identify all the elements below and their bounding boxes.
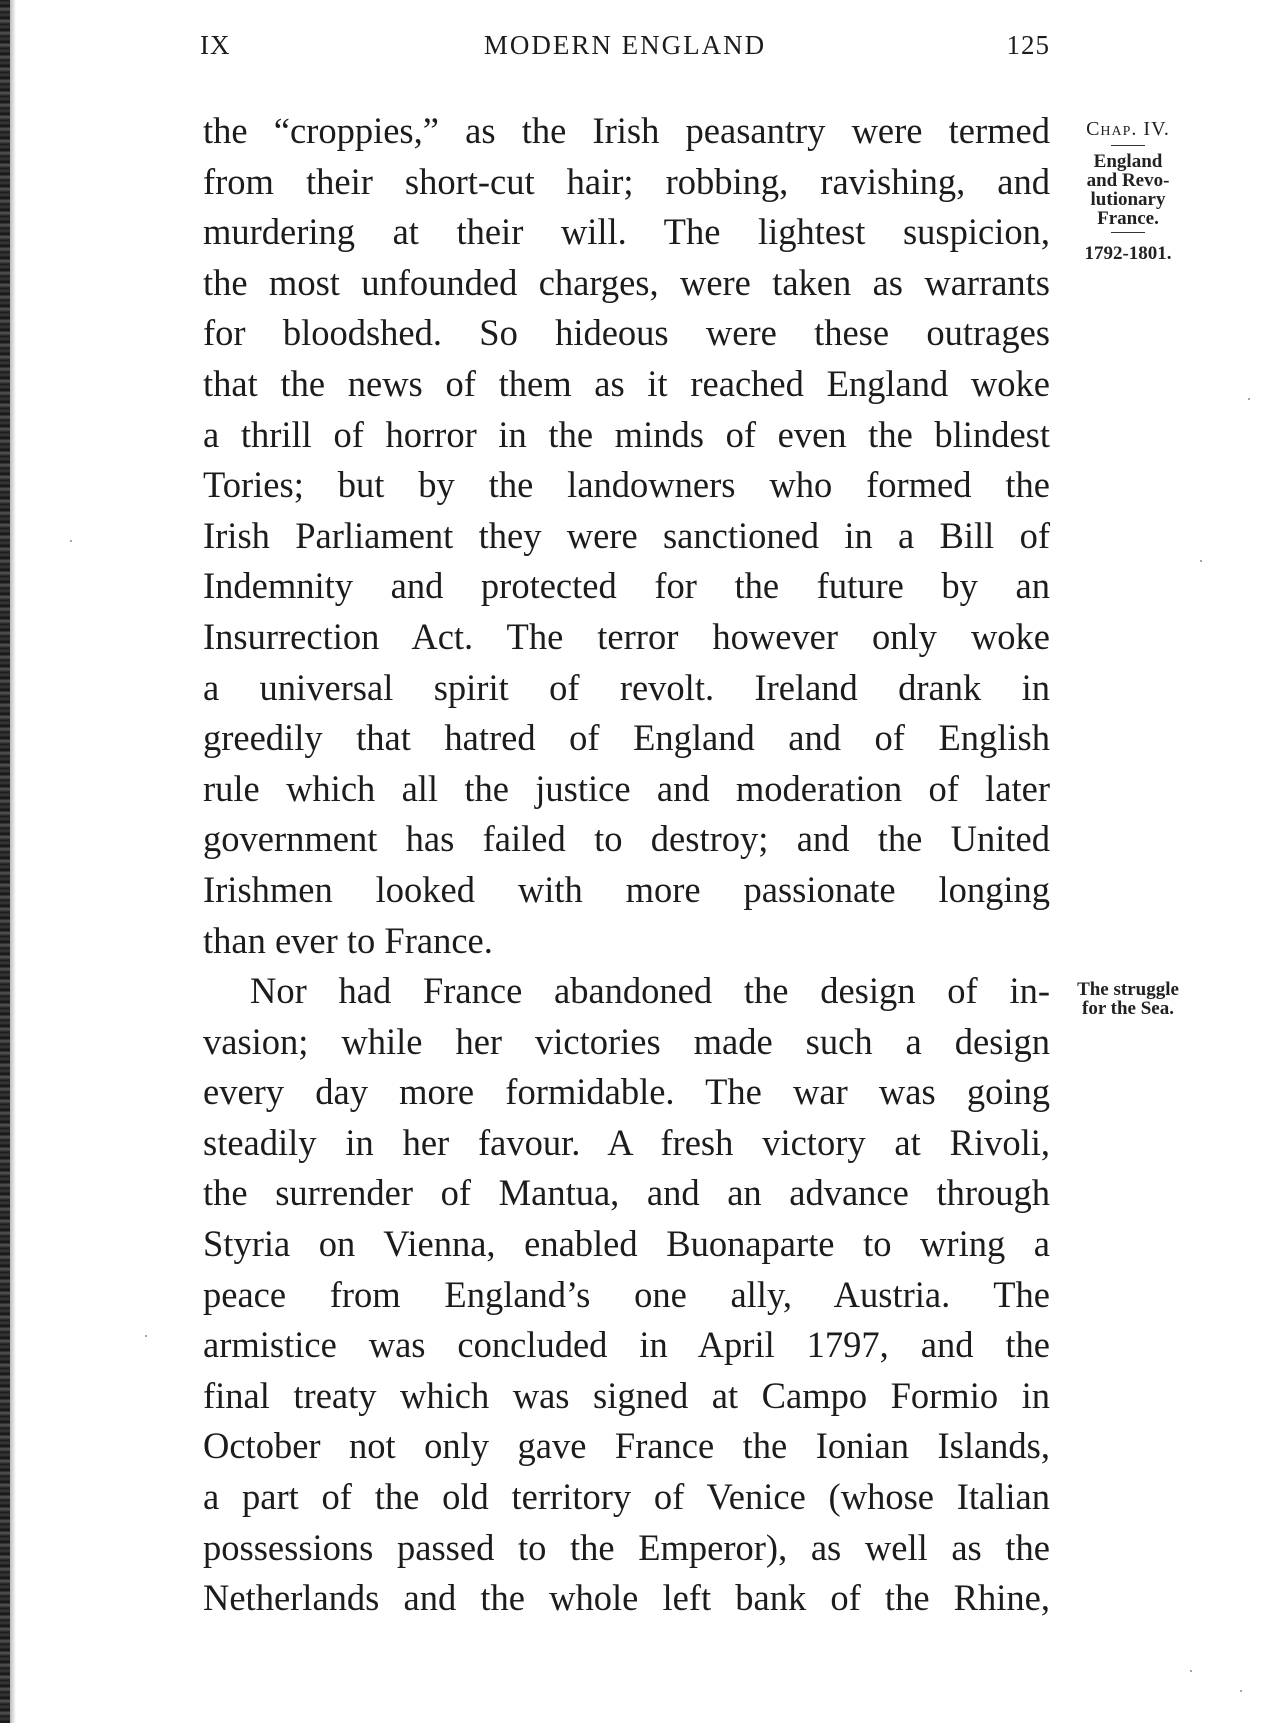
chapter-number: IX (200, 30, 231, 60)
text-line: Indemnity and protected for the future by an (203, 565, 1050, 607)
text-line: Styria on Vienna, enabled Buonaparte to wring a (203, 1223, 1050, 1265)
section-title-line: and Revo- (1086, 170, 1170, 191)
page-spine-edge (0, 0, 10, 1723)
paper-speck (70, 540, 72, 542)
section-title-line: lutionary (1090, 189, 1166, 210)
margin-note-line: for the Sea. (1082, 998, 1174, 1019)
book-title: MODERN ENGLAND (483, 30, 767, 60)
text-line: the “croppies,” as the Irish peasantry were termed (203, 110, 1050, 151)
date-range: 1792-1801. (1084, 243, 1172, 264)
paper-speck (1240, 1690, 1242, 1692)
section-title-line: England (1093, 151, 1163, 172)
paragraph (203, 106, 1050, 966)
text-line: final treaty which was signed at Campo Formio in (203, 1374, 1050, 1416)
paper-speck (1200, 560, 1202, 562)
text-line: a universal spirit of revolt. Ireland drank in (203, 666, 1050, 708)
text-line: for bloodshed. So hideous were these outrages (203, 312, 1050, 354)
text-line: a part of the old territory of Venice (whose Italian (203, 1476, 1050, 1518)
text-line: murdering at their will. The lightest suspicion, (203, 211, 1050, 253)
text-line: the most unfounded charges, were taken as warrants (203, 261, 1050, 303)
margin-note-chapter (1058, 118, 1198, 265)
section-title-line: France. (1097, 208, 1159, 229)
spine-shadow (10, 0, 16, 1723)
text-line: October not only gave France the Ionian Islands, (203, 1425, 1050, 1467)
text-line: possessions passed to the Emperor), as well as the (203, 1526, 1050, 1568)
text-line: Irish Parliament they were sanctioned in a Bill of (203, 514, 1050, 556)
paper-speck (1248, 398, 1250, 400)
margin-note-line: The struggle (1077, 979, 1179, 1000)
text-line: peace from England’s one ally, Austria. The (203, 1273, 1050, 1315)
text-line: Irishmen looked with more passionate longing (203, 868, 1050, 910)
chapter-label: Chap. IV. (1086, 118, 1170, 140)
text-line: that the news of them as it reached England woke (203, 362, 1050, 404)
text-line: Insurrection Act. The terror however only woke (203, 615, 1050, 657)
margin-note-struggle (1058, 980, 1198, 1018)
running-head (200, 30, 1050, 70)
note-rule (1111, 232, 1145, 233)
text-line: Tories; but by the landowners who formed the (203, 464, 1050, 506)
section-title (1058, 152, 1198, 228)
text-line: a thrill of horror in the minds of even the blindest (203, 413, 1050, 455)
text-line: the surrender of Mantua, and an advance through (203, 1172, 1050, 1214)
text-line: every day more formidable. The war was going (203, 1071, 1050, 1113)
page-number: 125 (1006, 30, 1050, 60)
text-line: than ever to France. (203, 919, 493, 961)
text-line: rule which all the justice and moderation of later (203, 767, 1050, 809)
note-rule (1111, 145, 1145, 146)
paper-speck (1190, 1670, 1192, 1672)
text-line: from their short-cut hair; robbing, ravishing, and (203, 160, 1050, 202)
text-line: armistice was concluded in April 1797, and the (203, 1324, 1050, 1366)
text-line: government has failed to destroy; and the United (203, 818, 1050, 860)
text-line: greedily that hatred of England and of English (203, 717, 1050, 759)
paper-speck (145, 1335, 147, 1337)
text-line: steadily in her favour. A fresh victory at Rivoli, (203, 1121, 1050, 1163)
body-text (203, 106, 1050, 1624)
paragraph (203, 966, 1050, 1624)
text-line: Nor had France abandoned the design of in- (250, 970, 1050, 1012)
text-line: Netherlands and the whole left bank of the Rhine, (203, 1577, 1050, 1619)
text-line: vasion; while her victories made such a design (203, 1020, 1050, 1062)
